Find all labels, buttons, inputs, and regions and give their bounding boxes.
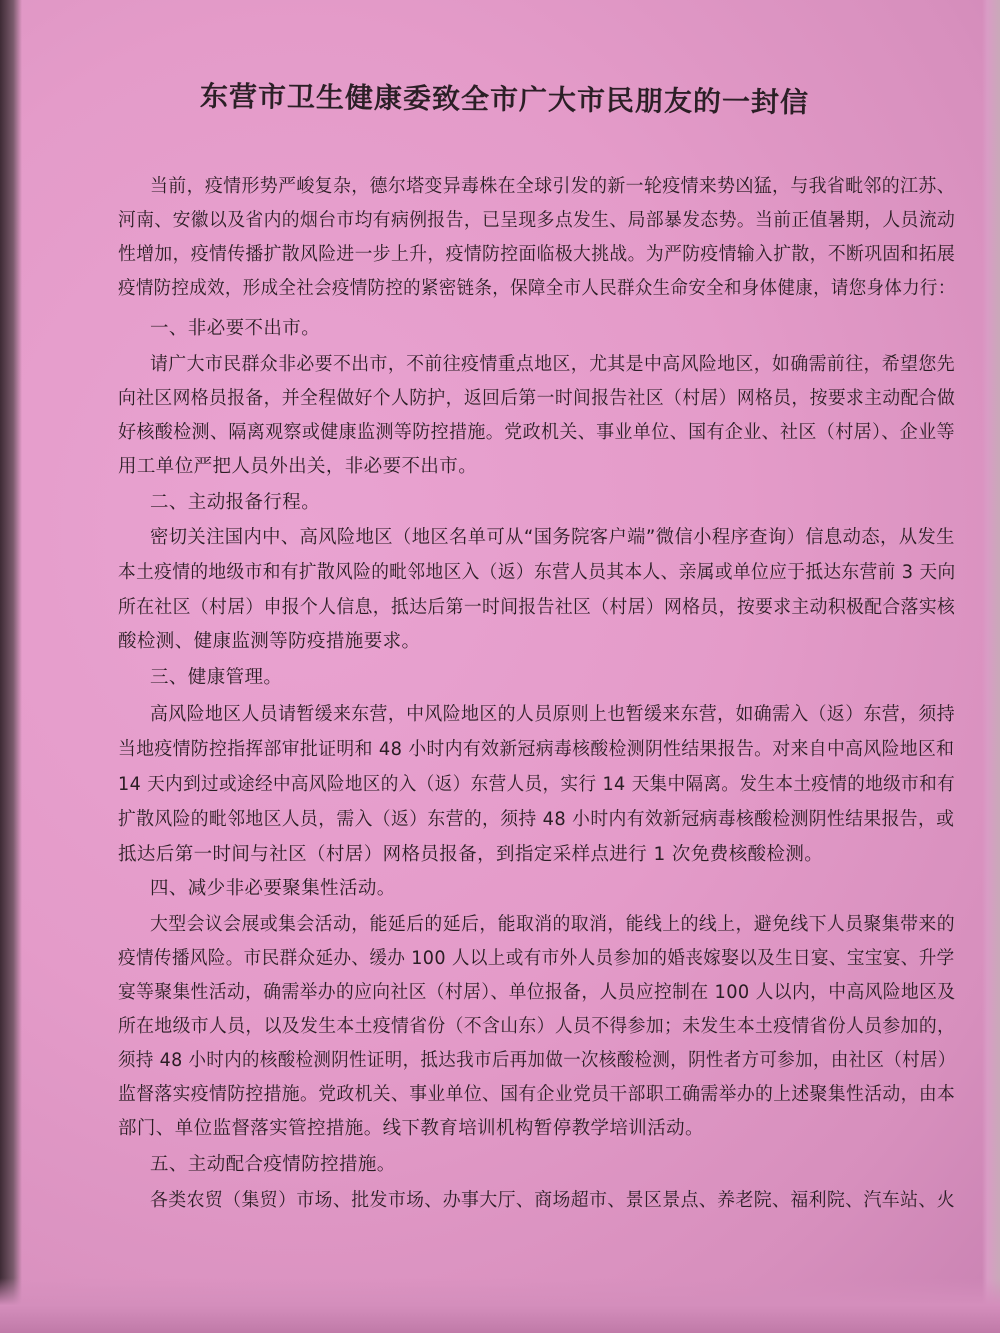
body-line: 请广大市民群众非必要不出市，不前往疫情重点地区，尤其是中高风险地区，如确需前往，希望您先 [150,354,955,375]
body-line: 疫情防控成效，形成全社会疫情防控的紧密链条，保障全市人民群众生命安全和身体健康，请您身体力行： [118,278,956,299]
pink-letter-sheet [30,0,970,1333]
body-line: 本土疫情的地级市和有扩散风险的毗邻地区入（返）东营人员其本人、亲属或单位应于抵达东营前 3 天向 [118,562,956,583]
body-line: 扩散风险的毗邻地区人员，需入（返）东营的，须持 48 小时内有效新冠病毒核酸检测阴性结果报告，或 [118,809,955,830]
body-line: 当前，疫情形势严峻复杂，德尔塔变异毒株在全球引发的新一轮疫情来势凶猛，与我省毗邻的江苏、 [150,176,955,197]
body-line: 部门、单位监督落实管控措施。线下教育培训机构暂停教学培训活动。 [118,1118,704,1139]
body-line: 所在社区（村居）申报个人信息，抵达后第一时间报告社区（村居）网格员，按要求主动积极配合落实核 [118,597,956,618]
body-line: 疫情传播风险。市民群众延办、缓办 100 人以上或有市外人员参加的婚丧嫁娶以及生日宴、宝宝宴、升学 [118,948,955,969]
letter-title: 东营市卫生健康委致全市广大市民朋友的一封信 [199,79,810,120]
body-line: 大型会议会展或集会活动，能延后的延后，能取消的取消，能线上的线上，避免线下人员聚集带来的 [150,914,955,935]
body-line: 向社区网格员报备，并全程做好个人防护，返回后第一时间报告社区（村居）网格员，按要求主动配合做 [118,388,956,409]
body-line: 河南、安徽以及省内的烟台市均有病例报告，已呈现多点发生、局部暴发态势。当前正值暑期，人员流动 [118,210,956,231]
body-line: 酸检测、健康监测等防疫措施要求。 [118,631,421,652]
body-line: 抵达后第一时间与社区（村居）网格员报备，到指定采样点进行 1 次免费核酸检测。 [118,844,824,865]
section-heading: 五、主动配合疫情防控措施。 [150,1154,396,1175]
body-line: 好核酸检测、隔离观察或健康监测等防控措施。党政机关、事业单位、国有企业、社区（村居）、企业等 [118,422,955,443]
body-line: 高风险地区人员请暂缓来东营，中风险地区的人员原则上也暂缓来东营，如确需入（返）东营，须持 [150,704,955,725]
body-line: 所在地级市人员，以及发生本土疫情省份（不含山东）人员不得参加；未发生本土疫情省份人员参加的， [118,1016,956,1037]
bottom-page-edge [0,1278,1000,1333]
section-heading: 四、减少非必要聚集性活动。 [150,878,396,899]
body-line: 性增加，疫情传播扩散风险进一步上升，疫情防控面临极大挑战。为严防疫情输入扩散，不断巩固和拓展 [118,244,956,265]
body-line: 须持 48 小时内的核酸检测阴性证明，抵达我市后再加做一次核酸检测，阴性者方可参加，由社区（村居） [118,1050,956,1071]
section-heading: 三、健康管理。 [150,667,283,688]
body-line: 宴等聚集性活动，确需举办的应向社区（村居）、单位报备，人员应控制在 100 人以内，中高风险地区及 [118,982,956,1003]
body-line: 用工单位严把人员外出关，非必要不出市。 [118,456,478,477]
right-page-edge [982,0,1000,1333]
body-line: 14 天内到过或途经中高风险地区的入（返）东营人员，实行 14 天集中隔离。发生本土疫情的地级市和有 [118,774,956,795]
body-line: 当地疫情防控指挥部审批证明和 48 小时内有效新冠病毒核酸检测阴性结果报告。对来自中高风险地区和 [118,739,955,760]
left-page-shadow [0,0,22,1333]
body-line: 各类农贸（集贸）市场、批发市场、办事大厅、商场超市、景区景点、养老院、福利院、汽车站、火 [150,1190,955,1211]
section-heading: 二、主动报备行程。 [150,492,321,513]
section-heading: 一、非必要不出市。 [150,318,321,339]
body-line: 监督落实疫情防控措施。党政机关、事业单位、国有企业党员干部职工确需举办的上述聚集性活动，由本 [118,1084,956,1105]
body-line: 密切关注国内中、高风险地区（地区名单可从“国务院客户端”微信小程序查询）信息动态，从发生 [150,527,955,548]
